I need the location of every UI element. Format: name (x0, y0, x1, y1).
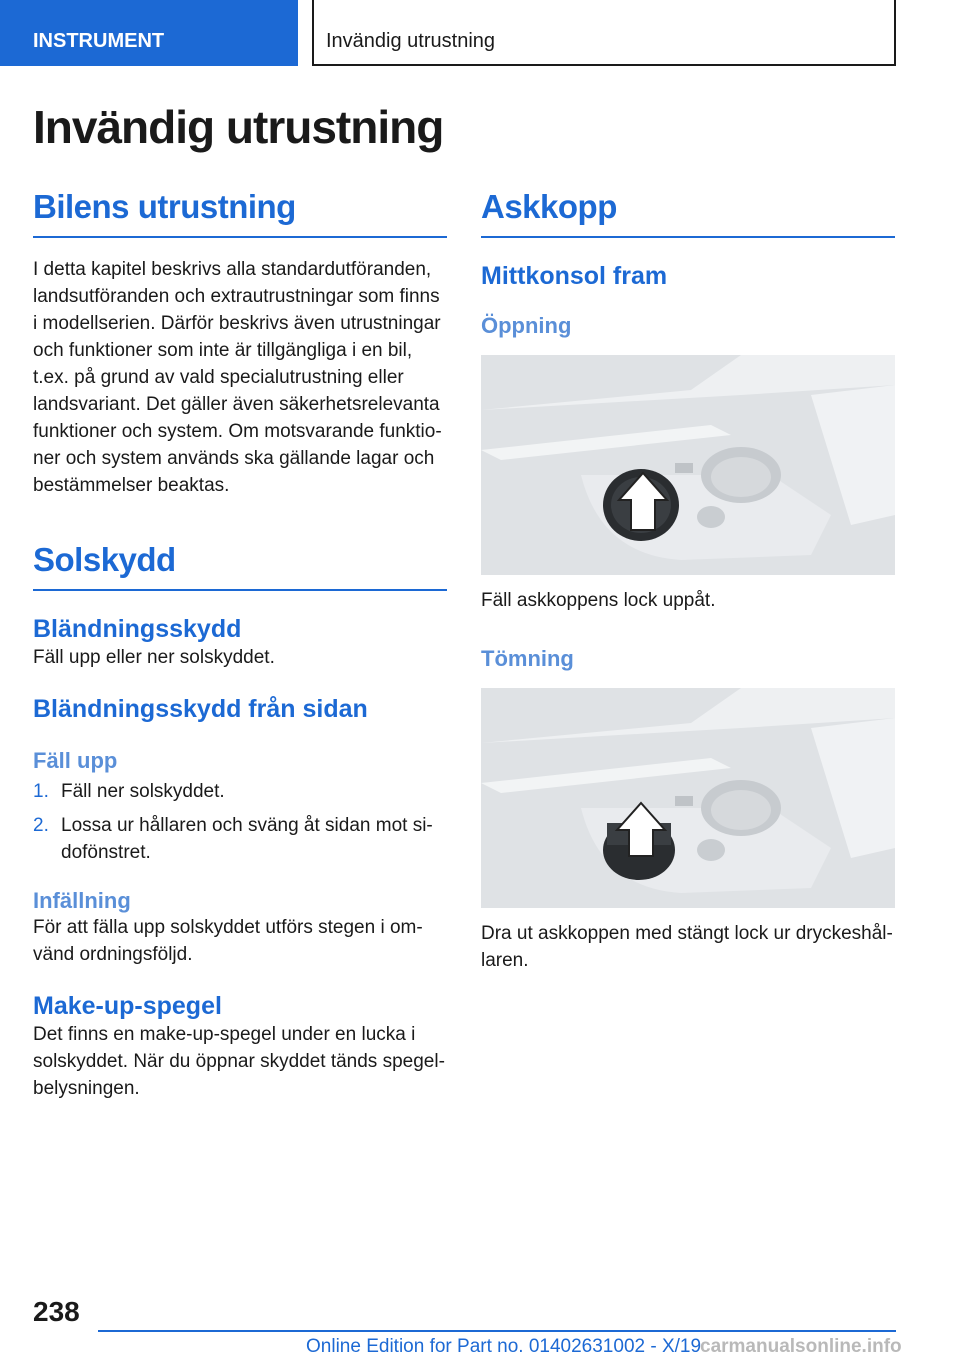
mittkonsol-heading: Mittkonsol fram (481, 262, 668, 290)
askkopp-heading: Askkopp (481, 188, 895, 238)
bilens-utrustning-heading: Bilens utrustning (33, 188, 447, 238)
step-text: Lossa ur hållaren och sväng åt sidan mot si-dofönstret. (61, 815, 433, 863)
right-column (481, 188, 895, 974)
chapter-title: Invändig utrustning (312, 0, 896, 66)
page-title: Invändig utrustning (33, 101, 444, 153)
watermark: carmanualsonline.info (700, 1336, 902, 1357)
makeup-spegel-text: Det finns en make-up-spegel under en lucka i solskyddet. När du öppnar skyddet tänds spegel-belysningen. (33, 1024, 445, 1099)
oppning-caption: Fäll askkoppens lock uppåt. (481, 590, 716, 611)
tomning-caption: Dra ut askkoppen med stängt lock ur dryckeshål-laren. (481, 923, 893, 971)
infallning-text: För att fälla upp solskyddet utförs stegen i om-vänd ordningsföljd. (33, 917, 423, 965)
fall-upp-steps (33, 778, 447, 866)
footer-divider (98, 1330, 896, 1332)
section-tab: INSTRUMENT (0, 0, 298, 66)
edition-text: Online Edition for Part no. 01402631002 - X/19 (306, 1336, 702, 1357)
step-item (33, 778, 447, 805)
infallning-heading: Infällning (33, 888, 131, 913)
oppning-heading: Öppning (481, 313, 572, 338)
step-item (33, 812, 447, 866)
step-number: 1. (33, 781, 49, 802)
left-column (33, 188, 447, 1102)
makeup-spegel-heading: Make-up-spegel (33, 992, 222, 1020)
step-text: Fäll ner solskyddet. (61, 781, 225, 802)
step-number: 2. (33, 815, 49, 836)
tomning-heading: Tömning (481, 646, 574, 671)
page-number: 238 (33, 1296, 80, 1327)
ashtray-open-illustration (481, 355, 895, 575)
blandningsskydd-sidan-heading: Bländningsskydd från sidan (33, 695, 368, 723)
ashtray-remove-illustration (481, 688, 895, 908)
fall-upp-heading: Fäll upp (33, 748, 118, 773)
blandningsskydd-heading: Bländningsskydd (33, 615, 242, 643)
bilens-utrustning-text: I detta kapitel beskrivs alla standardutföranden, landsutföranden och extrautrustningar som finns i modellserien. Därför beskrivs även utrustningar och funktioner som inte är tillgängliga i en bil, t.ex. på grund av vald specialutrustning eller landsvariant. Det gäller även säkerhetsrelevanta funktioner och system. Om motsvarande funktio-ner och system används ska gällande lagar och bestämmelser beaktas. (33, 259, 442, 496)
solskydd-heading: Solskydd (33, 541, 447, 591)
blandningsskydd-text: Fäll upp eller ner solskyddet. (33, 647, 275, 668)
